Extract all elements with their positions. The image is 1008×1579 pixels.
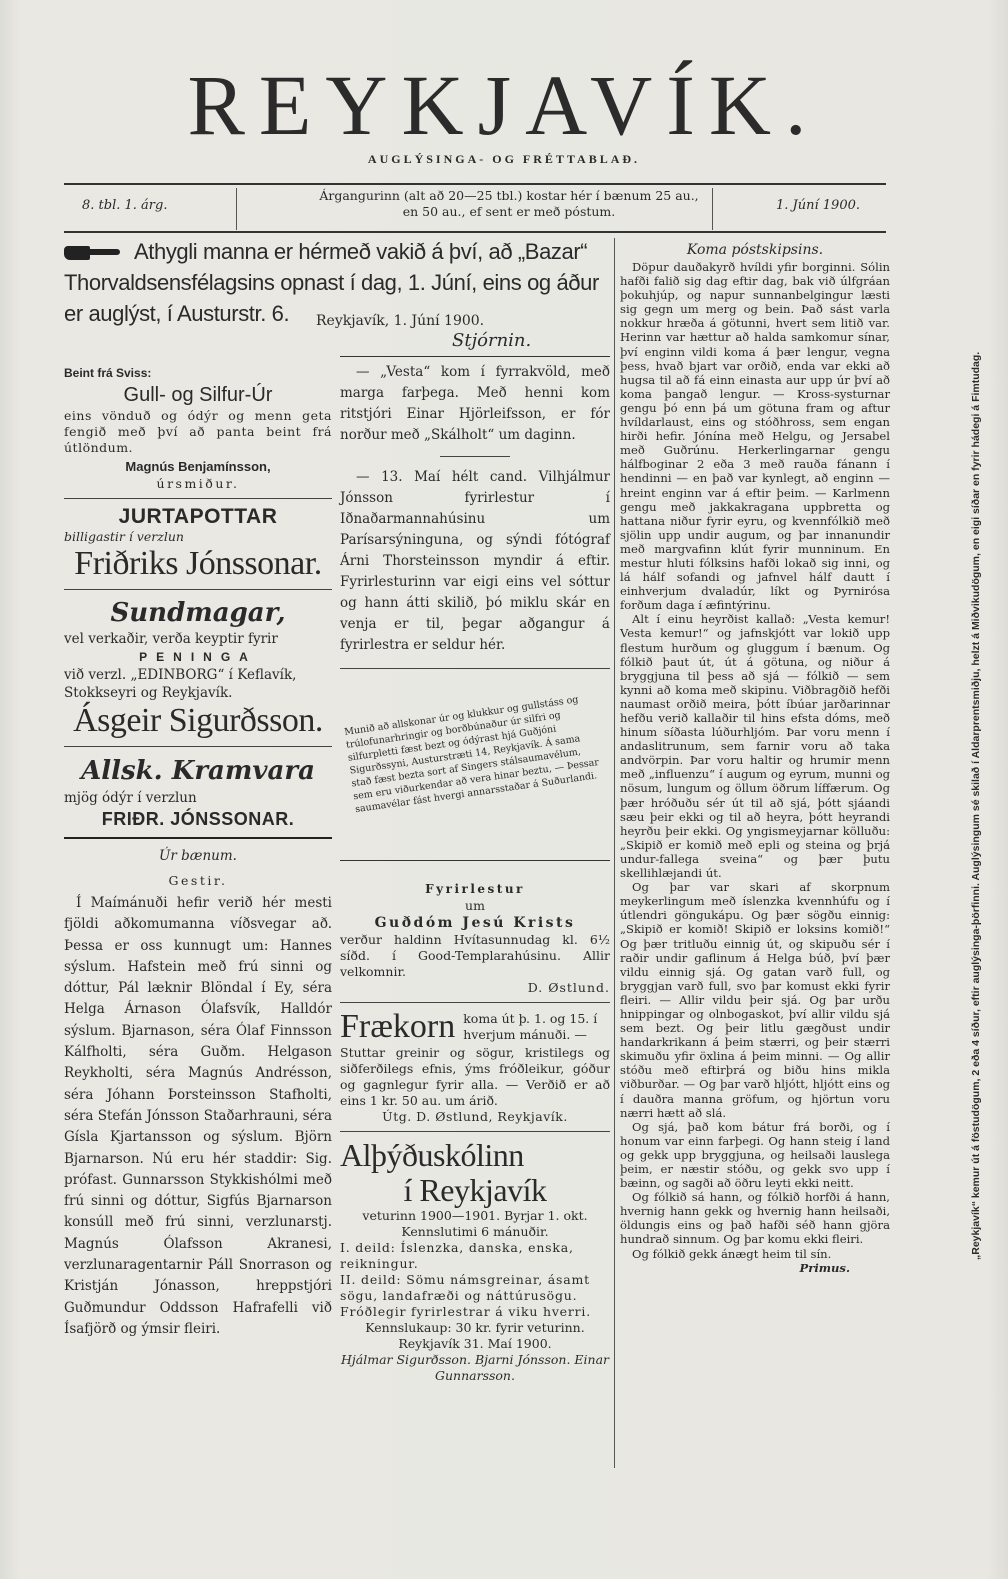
school-title-2: í Reykjavík <box>403 1172 547 1208</box>
infobar-divider-right <box>712 188 713 230</box>
lecture-body: verður haldinn Hvítasunnudag kl. 6½ síðd. í Good-Templarahúsinu. Allir velkomnir. <box>340 932 610 979</box>
story-title: Koma póstskipsins. <box>686 242 824 258</box>
swiss-ad-heading: Beint frá Sviss: <box>64 366 152 380</box>
notice-signature: Stjórnin. <box>452 330 532 351</box>
fraekorn-side: koma út þ. 1. og 15. í hverjum mánuði. — <box>463 1011 598 1042</box>
guests-heading: Gestir. <box>168 873 228 888</box>
swiss-ad-title: Gull- og Silfur-Úr <box>123 384 273 406</box>
fraekorn-header <box>340 1009 610 1045</box>
swiss-ad-name: Magnús Benjamínsson, <box>125 459 271 474</box>
jurtapottar-title: JURTAPOTTAR <box>118 505 278 528</box>
story-signature: Primus. <box>799 1260 850 1275</box>
fridrik-name: Friðriks Jónssonar. <box>74 545 322 582</box>
sundmagar-title: Sundmagar, <box>110 598 286 628</box>
infobar-bottom-rule <box>64 231 886 233</box>
divider <box>340 668 610 669</box>
notice-place-date: Reykjavík, 1. Júní 1900. <box>316 313 485 329</box>
lecture-title: Guðdóm Jesú Krists <box>374 915 576 931</box>
school-lectures: Fróðlegir fyrirlestrar á viku hverri. <box>340 1304 592 1319</box>
divider <box>340 860 610 861</box>
guests-body: Í Maímánuði hefir verið hér mesti fjöldi aðkomumanna víðsvegar að. Þessa er oss kunnugt um: Hannes sýslum. Hafstein með frú sinni og dóttur, Pál læknir Blöndal í Ey, séra Helga Árnason Ólafsvík, Halldór sýslum. Bjarnason, séra Ólaf Finnsson Kálfholti, séra Guðm. Helgason Reykholti, séra Magnús Andrésson, séra Jóhann Þorsteinsson Stafholti, séra Stefán Jónsson Staðarhrauni, séra Gísla Kjartansson og sýslum. Björn Bjarnarson. Nú eru hér staddir: Sig. prófast. Gunnarsson Stykkishólmi með frú sinni og dóttur, Sigfús Bjarnarson konsúll með frú sinni, verzlunarstj. Magnús Ólafsson Akranesi, verzlunaragentarnir Páll Snorrason og Kristján Jónasson, hreppstjóri Guðmundur Oddsson Hafrafelli við Ísafjörð og ýmsir fleiri. <box>64 895 332 1337</box>
margin-publication-note: „Reykjavík“ kemur út á föstudögum, 2 eða 4 síður, eftir auglýsinga-þörfinni. Auglýsingum sé skilað í Aldarprentsmiðju, helzt á Miðvikudögum, en eigi síðar en fyrir hádegi á Fimtudag. <box>970 351 982 1260</box>
divider <box>64 589 332 590</box>
school-signatures: Hjálmar Sigurðsson. Bjarni Jónsson. Einar Gunnarsson. <box>341 1352 609 1383</box>
column-2-lower <box>340 880 610 1384</box>
divider <box>64 498 332 499</box>
lecture-signature: D. Østlund. <box>527 980 610 995</box>
news-lecture: — 13. Maí hélt cand. Vilhjálmur Jónsson fyrirlestur í Iðnaðarmannahúsinu um Parísarsýninguna, og sýndi fótógraf Árni Thorsteinsson myndir á eftir. Fyrirlesturinn var eigi eins vel sóttur og hann átti skilið, þó miklu skár en venja er til, þegar aðgangur á fyrirlestra er seldur hér. <box>340 469 610 653</box>
school-dept-2: II. deild: Sömu námsgreinar, ásamt sögu, landafræði og náttúrusögu. <box>340 1272 590 1303</box>
school-dept-1: I. deild: Íslenzka, danska, enska, reikningur. <box>340 1240 574 1271</box>
divider <box>340 1002 610 1003</box>
column-3 <box>620 240 890 1275</box>
school-fee: Kennslukaup: 30 kr. fyrir veturinn. <box>365 1320 585 1335</box>
price-line-1: Árgangurinn (alt að 20—25 tbl.) kostar hér í bænum 25 au., <box>319 188 699 203</box>
lecture-um: um <box>465 898 485 913</box>
masthead-subtitle: AUGLÝSINGA- OG FRÉTTABLAÐ. <box>367 152 641 166</box>
info-bar <box>64 186 886 232</box>
gudjon-wavy-ad: Munið að allskonar úr og klukkur og gullstáss og trúlofunarhringir og borðbúnaður úr silfri og silfurpletti fæst bezt og ódýrast hjá Guðjóni Sigurðssyni, Austurstræti 14, Reykjavík. Á sama stað fæst bezta sort af Singers stálsaumavélum, sem eru viðurkendar að vera hinar beztu, — Þessar saumavélar fást hvergi annarsstaðar á Suðurlandi. <box>343 694 600 816</box>
school-title-1: Alþýðuskólinn <box>340 1137 524 1173</box>
subscription-price <box>264 188 754 220</box>
fraekorn-body: Stuttar greinir og sögur, kristilegs og siðferðilegs efnis, ýms fróðleikur, góður og gagnlegur fyrir alla. — Verðið er að eins 1 kr. 50 au. um árið. <box>340 1045 610 1108</box>
jurtapottar-body: billigastir í verzlun <box>64 529 184 544</box>
sundmagar-body: vel verkaðir, verða keyptir fyrir <box>64 631 278 647</box>
school-hours: Kennslutimi 6 mánuðir. <box>401 1224 549 1239</box>
story-paragraph-3: Og þar var skari af skorpnum meykerlingum með íslenzka kvennhúfu og í útlendri göngukápu. Og þær sögðu einnig: „Skipið er komið! Skipið er loksins komið!“ Og þær tritluðu einnig út, og skipuðu sér í raðir undir gaflinum á Helga búð, því þær vildu einnig sjá. Og gatan varð full, og bryggjan varð full, svo þar komust ekki fyrir fleiri. — Allir vildu þeir sjá. Og þar urðu hnippingar og olnbogaskot, því allir vildu sjá sem bezt. Og þeir litlu gægðust undir handarkrikann á þeim stærri, og þeir stærri skimuðu yfir öxlina á þeim minni. — Og allir stóðu með eftirþrá og biðu hins mikla viðburðar. — Og þar varð hljótt, hljótt eins og í dauðra manna gröfum, og hjörtun voru nærri hætt að slá. <box>620 880 890 1120</box>
notice-rule <box>340 356 610 357</box>
story-paragraph-6: Og fólkið gekk ánægt heim til sín. <box>632 1246 832 1261</box>
masthead-title: REYKJAVÍK. <box>187 57 821 153</box>
story-paragraph-1: Döpur dauðakyrð hvíldi yfir borginni. Sólin hafði falið sig dag eftir dag, bak við úlfgráan þokuhjúp, og napur sunnanbelgingur læsti sig gegn um merg og bein. Það sást varla nokkur hræða á götunni, hvert sem litið var. Herinn var hættur að halda samkomur sínar, því enginn vildi koma á þær lengur, vegna þess, hvað bjart var orðið, enda var ekki að hugsa til að fá einn einasta aur upp úr því að koma þangað lengur. — Kross-systurnar gengu þó enn þá um götuna fram og aftur hvíldarlaust, eins og stóðhross, sem engan hirði hefir. Jónína með Helgu, og Jersabel með Guðrúnu. Herkerlingarnar gengu hálfboginar 2 eða 3 með rauða fánann í hendinni — en það var kynlegt, að enginn — hreint enginn var á eftir þeim. — Karlmenn gengu með jakkakragana uppbretta og hattana niður fyrir eyru, og kvennfólkið með sjölin upp undir augum, og þar innanundir með margvafinn klút fyrir munninum. En mestur hluti fólksins hafði lokað sig inni, og lá hálf sofandi og jafnvel hálf dautt í einhverjum dvaladúr, líkt og Þyrnirósa forðum daga í æfintýrinu. <box>620 260 890 613</box>
divider <box>64 837 332 839</box>
asgeir-name: Ásgeir Sigurðsson. <box>73 702 323 739</box>
lecture-heading: Fyrirlestur <box>425 882 525 896</box>
fraekorn-signature: Útg. D. Østlund, Reykjavík. <box>382 1109 568 1124</box>
section-title: Úr bænum. <box>159 848 237 864</box>
story-paragraph-4: Og sjá, það kom bátur frá borði, og í honum var einn farþegi. Og hann steig í land og gekk upp bryggjuna, og heilsaði lauslega þeim, er næstir stóðu, og gekk svo upp í bæinn, og sagði að öðru leyti ekki neitt. <box>620 1119 890 1191</box>
kramvara-title: Allsk. Kramvara <box>81 756 315 786</box>
issue-number: 8. tbl. 1. árg. <box>82 198 168 213</box>
issue-date: 1. Júní 1900. <box>776 198 860 213</box>
story-paragraph-5: Og fólkið sá hann, og fólkið horfði á hann, hvernig hann gekk og hvernig hann heilsaði, öldungis eins og það hafði séð hann gjöra hundrað sinnum. Og þar komu ekki fleiri. <box>620 1190 890 1247</box>
sundmagar-where: við verzl. „EDINBORG“ í Keflavík, Stokkseyri og Reykjavík. <box>64 667 297 701</box>
sundmagar-peninga: PENINGA <box>139 650 257 664</box>
divider <box>340 1131 610 1132</box>
school-body: veturinn 1900—1901. Byrjar 1. okt. <box>362 1208 588 1223</box>
swiss-ad-role: úrsmiður. <box>156 476 240 491</box>
notice-text: Athygli manna er hérmeð vakið á því, að „Bazar“ Thorvaldsensfélagsins opnast í dag, 1. Júní, eins og áður er auglýst, í Austurstr. 6. <box>64 239 599 326</box>
column-1 <box>64 364 332 1340</box>
fraekorn-title: Frækorn <box>340 1008 456 1045</box>
swiss-ad-body: eins vönduð og ódýr og menn geta fengið með því að panta beint frá útlöndum. <box>64 408 332 455</box>
column-2 <box>340 362 610 675</box>
price-line-2: en 50 au., ef sent er með póstum. <box>402 204 616 219</box>
story-paragraph-2: Alt í einu heyrðist kallað: „Vesta kemur! Vesta kemur!“ og jafnskjótt var lokið upp flestum hurðum og gluggum í bænum. Og fólkið þaut út, út á götuna, og niður á bryggjuna til þess að sjá — fólkið — sem kynni að koma með skipinu. Viðbragðið hefði naumast orðið meira, þótt íbúar jarðarinnar hefðu verið kallaðir til hins efsta dóms, með hinum síðasta lúðurhljóm. Þar voru menn í andaslitrunum, sem farnir voru að taka andvörpin. Þar voru haltir og hrumir menn með „influenzu“ í augum og eyrum, munni og nösum, lungum og öllum öðrum líffærum. Og þær hróðuðu sér út til að sjá, þótt sjáandi sæu þeir ekki og til að heyra, þótt heyrandi heyrðu þeir ekki. Og yngismeyjarnar kölluðu: „Skipið er komið með epli og steina og þrjá undur-fallega sveina“ og þær þutu skellihlæjandi út. <box>620 612 890 881</box>
divider <box>440 456 510 457</box>
pointing-hand-icon <box>64 243 120 263</box>
kramvara-body: mjög ódýr í verzlun <box>64 790 197 806</box>
top-rule <box>64 183 886 185</box>
divider <box>64 746 332 747</box>
school-date: Reykjavík 31. Maí 1900. <box>398 1336 552 1351</box>
news-vesta: — „Vesta“ kom í fyrrakvöld, með marga farþega. Með henni kom ritstjóri Einar Hjörleifsson, er fór norður með „Skálholt“ um daginn. <box>340 364 610 443</box>
infobar-divider-left <box>236 188 237 230</box>
kramvara-name: FRIÐR. JÓNSSONAR. <box>101 809 295 829</box>
column-divider-right <box>614 238 615 1468</box>
